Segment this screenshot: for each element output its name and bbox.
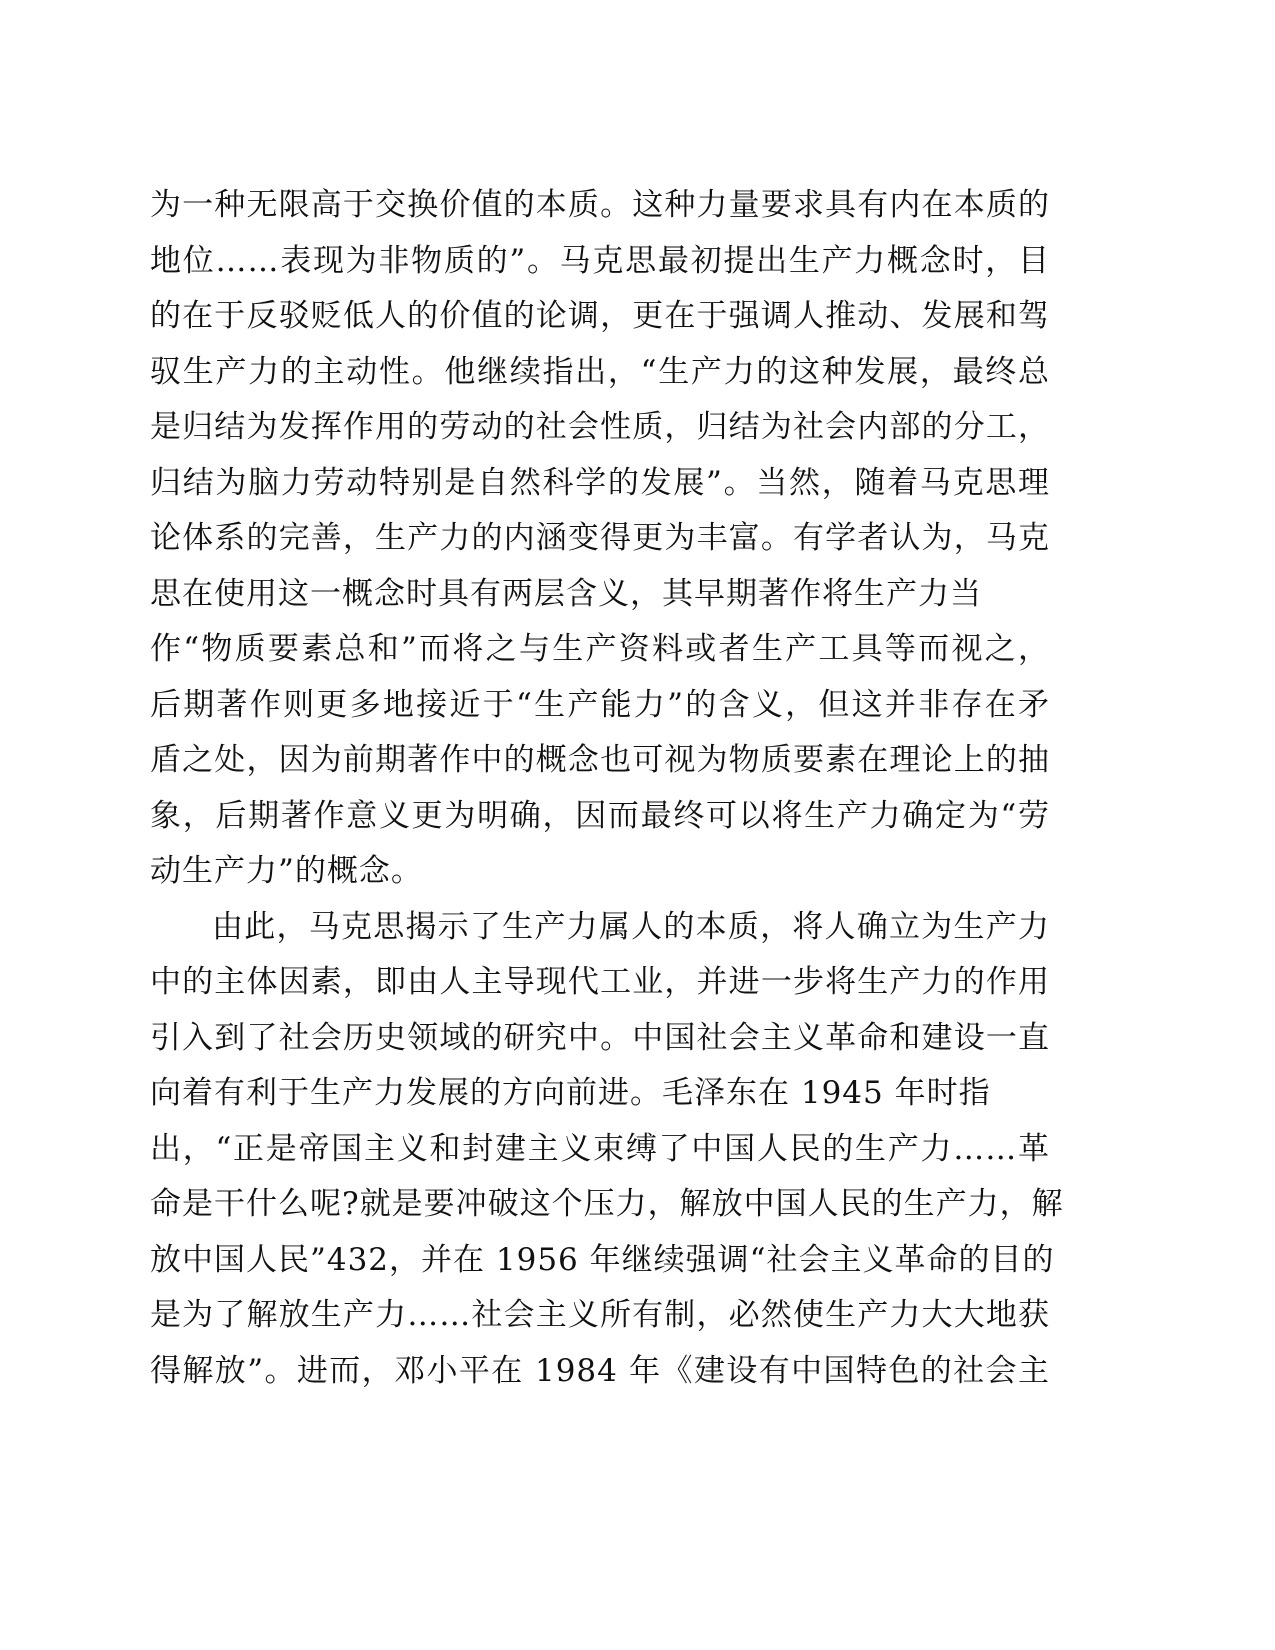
- text-line: 思在使用这一概念时具有两层含义，其早期著作将生产力当: [150, 575, 982, 612]
- text-line: 出，“正是帝国主义和封建主义束缚了中国人民的生产力……革: [150, 1130, 1050, 1167]
- text-line: 后期著作则更多地接近于“生产能力”的含义，但这并非存在矛: [150, 686, 1050, 723]
- text-line: 驭生产力的主动性。他继续指出，“生产力的这种发展，最终总: [150, 353, 1050, 390]
- text-line: 为一种无限高于交换价值的本质。这种力量要求具有内在本质的: [150, 187, 1050, 223]
- body-text: [150, 178, 1064, 1399]
- text-line: 论体系的完善，生产力的内涵变得更为丰富。有学者认为，马克: [150, 520, 1050, 556]
- text-line: 放中国人民”432，并在 1956 年继续强调“社会主义革命的目的: [150, 1241, 1055, 1278]
- text-line: 得解放”。进而，邓小平在 1984 年《建设有中国特色的社会主: [150, 1352, 1050, 1389]
- paragraph-start-line: 由此，马克思揭示了生产力属人的本质，将人确立为生产力: [212, 908, 1050, 945]
- text-line: 地位……表现为非物质的”。马克思最初提出生产力概念时，目: [150, 242, 1050, 279]
- text-line: 象，后期著作意义更为明确，因而最终可以将生产力确定为“劳: [150, 797, 1050, 834]
- text-line: 的在于反驳贬低人的价值的论调，更在于强调人推动、发展和驾: [150, 298, 1050, 334]
- text-line: 是归结为发挥作用的劳动的社会性质，归结为社会内部的分工，: [150, 409, 1050, 445]
- text-line: 动生产力”的概念。: [150, 853, 423, 889]
- text-line: 是为了解放生产力……社会主义所有制，必然使生产力大大地获: [150, 1297, 1050, 1333]
- text-line: 归结为脑力劳动特别是自然科学的发展”。当然，随着马克思理: [150, 464, 1050, 501]
- text-line: 中的主体因素，即由人主导现代工业，并进一步将生产力的作用: [150, 964, 1050, 1000]
- text-line: 引入到了社会历史领域的研究中。中国社会主义革命和建设一直: [150, 1019, 1050, 1056]
- text-line: 作“物质要素总和”而将之与生产资料或者生产工具等而视之，: [150, 631, 1050, 667]
- text-line: 命是干什么呢?就是要冲破这个压力，解放中国人民的生产力，解: [150, 1186, 1064, 1222]
- text-line: 向着有利于生产力发展的方向前进。毛泽东在 1945 年时指: [150, 1075, 991, 1111]
- text-line: 盾之处，因为前期著作中的概念也可视为物质要素在理论上的抽: [150, 742, 1050, 778]
